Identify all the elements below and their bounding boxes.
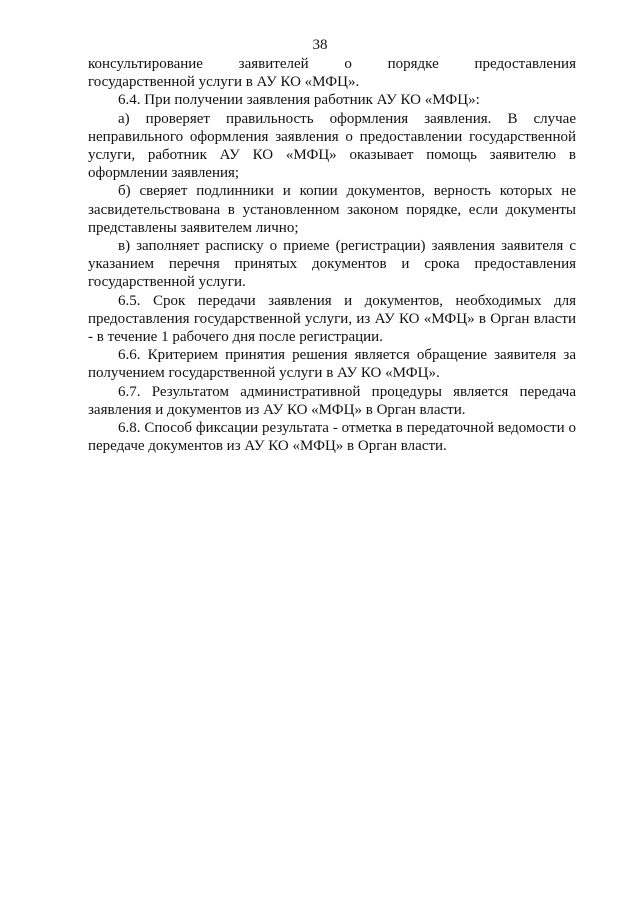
paragraph-continued-line [88, 55, 576, 73]
word: о [344, 56, 352, 72]
paragraph-6-4-a: а) проверяет правильность оформления заявления. В случае неправильного оформления заявления о предоставлении государственной услуги, работник АУ КО «МФЦ» оказывает помощь заявителю в оформлении заявления; [88, 110, 576, 182]
paragraph-6-6: 6.6. Критерием принятия решения является обращение заявителя за получением государственной услуги в АУ КО «МФЦ». [88, 347, 576, 382]
paragraph-6-7: 6.7. Результатом административной процедуры является передача заявления и документов из АУ КО «МФЦ» в Орган власти. [88, 383, 576, 418]
paragraph-continued: государственной услуги в АУ КО «МФЦ». [88, 74, 360, 91]
paragraph-6-4-v: в) заполняет расписку о приеме (регистрации) заявления заявителя с указанием перечня принятых документов и срока предоставления государственной услуги. [88, 238, 576, 291]
page-number: 38 [312, 37, 328, 53]
word: заявителей [238, 56, 309, 72]
paragraph-6-4-b: б) сверяет подлинники и копии документов, верность которых не засвидетельствована в установленном законом порядке, если документы представлены заявителем лично; [88, 183, 576, 236]
document-body [88, 55, 576, 455]
word: предоставления [474, 56, 576, 72]
word: консультирование [88, 56, 203, 72]
paragraph-6-4: 6.4. При получении заявления работник АУ КО «МФЦ»: [118, 92, 480, 109]
paragraph-6-5: 6.5. Срок передачи заявления и документов, необходимых для предоставления государственной услуги, из АУ КО «МФЦ» в Орган власти - в течение 1 рабочего дня после регистрации. [88, 292, 576, 346]
paragraph-6-8: 6.8. Способ фиксации результата - отметка в передаточной ведомости о передаче документов из АУ КО «МФЦ» в Орган власти. [88, 420, 576, 455]
word: порядке [387, 56, 439, 72]
